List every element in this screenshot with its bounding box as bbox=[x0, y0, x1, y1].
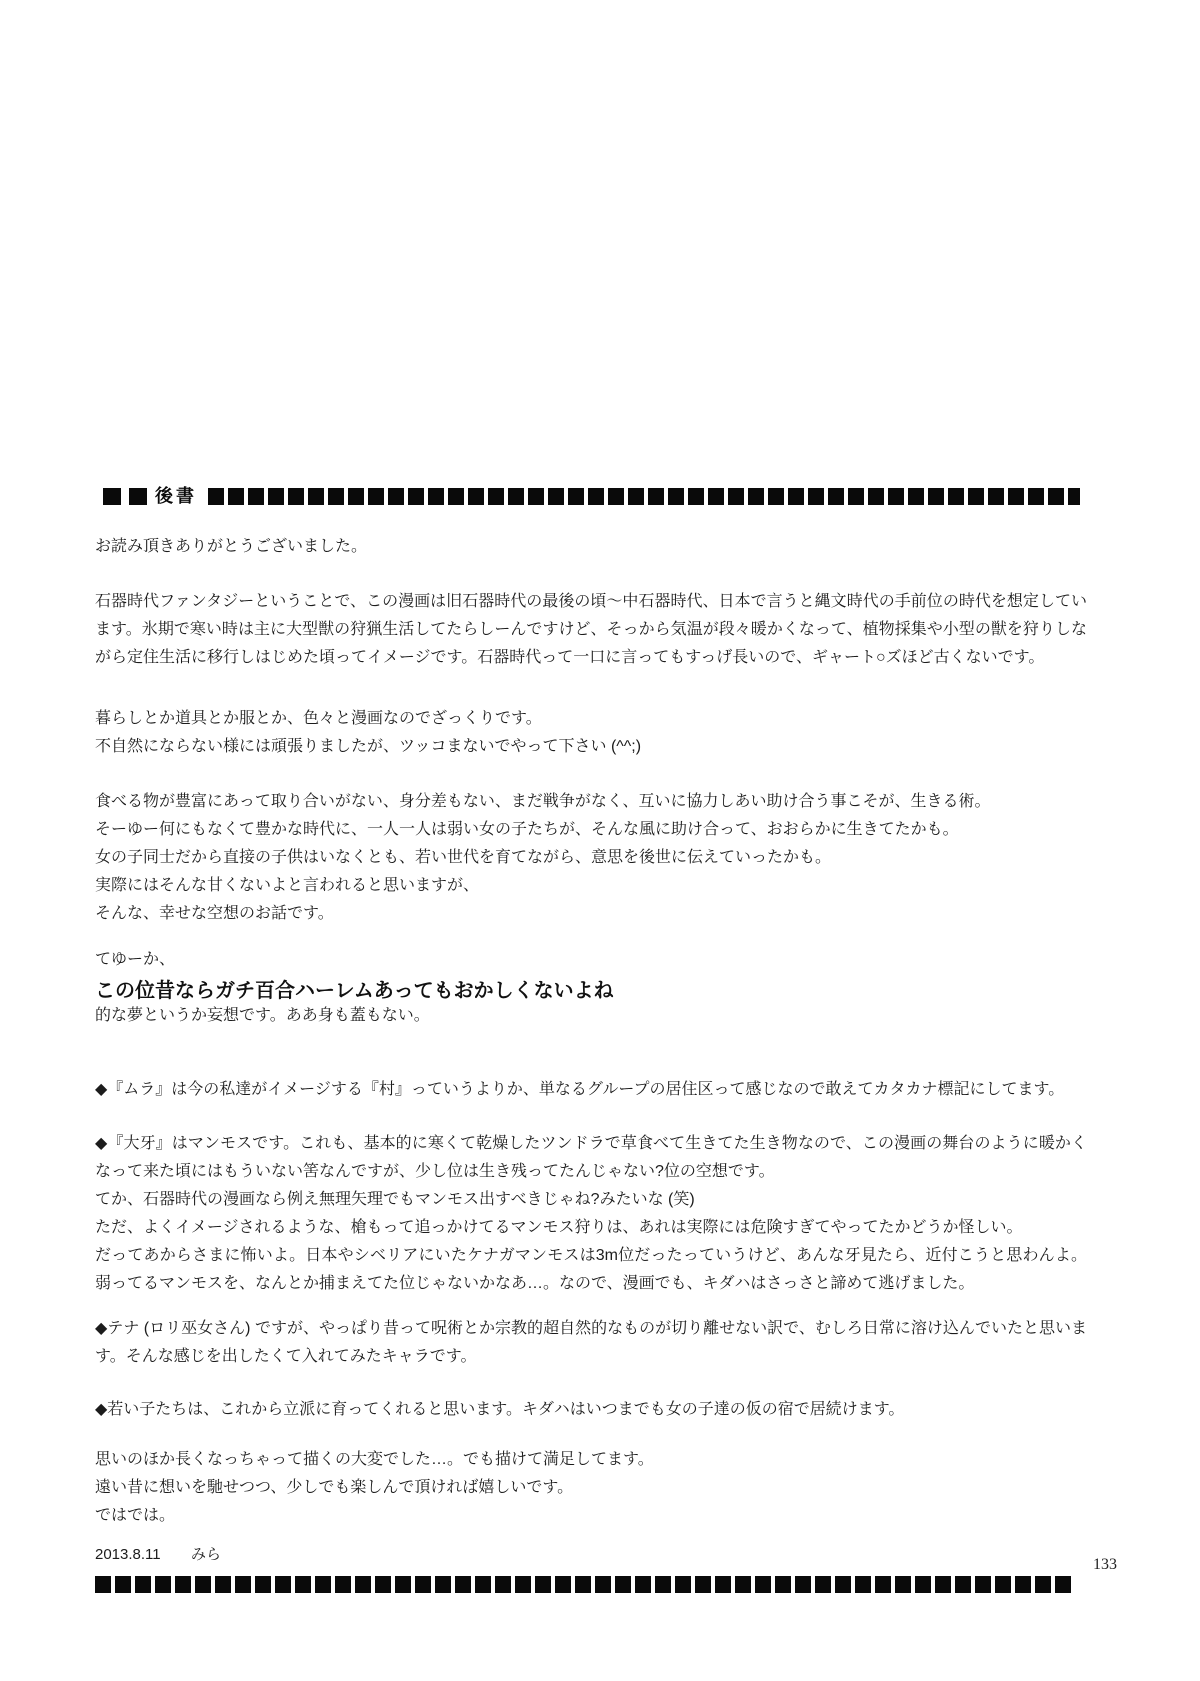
peace-line: 実際にはそんな甘くないよと言われると思いますが、 bbox=[95, 877, 480, 894]
rough-line: 不自然にならない様には頑張りましたが、ツッコまないでやって下さい (^^;) bbox=[95, 738, 642, 755]
note-taiga-line: てか、石器時代の漫画なら例え無理矢理でもマンモス出すべきじゃね?みたいな (笑) bbox=[95, 1191, 695, 1208]
page-number: 133 bbox=[1093, 1556, 1117, 1573]
peace-line: そーゆー何にもなくて豊かな時代に、一人一人は弱い女の子たちが、そんな風に助け合って、おおらかに生きてたかも。 bbox=[95, 821, 959, 838]
thanks-line: お読み頂きありがとうございました。 bbox=[95, 538, 368, 555]
peace-line: そんな、幸せな空想のお話です。 bbox=[95, 905, 334, 922]
closing-line: 思いのほか長くなっちゃって描くの大変でした…。でも描けて満足してます。 bbox=[95, 1451, 654, 1468]
peace-line: 女の子同士だから直接の子供はいなくとも、若い世代を育てながら、意思を後世に伝えていったかも。 bbox=[95, 849, 832, 866]
footer-square-bar bbox=[95, 1576, 1075, 1593]
rough-line: 暮らしとか道具とか服とか、色々と漫画なのでざっくりです。 bbox=[95, 710, 542, 727]
teyuka-line: てゆーか、 bbox=[95, 951, 176, 968]
note-taiga bbox=[95, 1130, 1087, 1298]
note-mura: ◆『ムラ』は今の私達がイメージする『村』っていうよりか、単なるグループの居住区って感じなので敢えてカタカナ標記にしてます。 bbox=[95, 1081, 1065, 1098]
header-lead-square-icon bbox=[103, 488, 121, 505]
setting-paragraph: 石器時代ファンタジーということで、この漫画は旧石器時代の最後の頃～中石器時代、日本で言うと縄文時代の手前位の時代を想定しています。氷期で寒い時は主に大型獣の狩猟生活してたらしーんですけど、そっから気温が段々暖かくなって、植物採集や小型の獣を狩りしながら定住生活に移行しはじめた頃ってイメージです。石器時代って一口に言ってもすっげ長いので、ギャート○ズほど古くないです。 bbox=[95, 593, 1087, 666]
author-name: みら bbox=[190, 1546, 221, 1563]
note-tena: ◆テナ (ロリ巫女さん) ですが、やっぱり昔って呪術とか宗教的超自然的なものが切り離せない訳で、むしろ日常に溶け込んでいたと思います。そんな感じを出したくて入れてみたキャラです。 bbox=[95, 1320, 1087, 1365]
date-text: 2013.8.11 bbox=[95, 1546, 161, 1563]
section-title: 後書 bbox=[155, 486, 197, 506]
note-taiga-line: ただ、よくイメージされるような、槍もって追っかけてるマンモス狩りは、あれは実際には危険すぎてやってたかどうか怪しい。 bbox=[95, 1219, 1023, 1236]
note-taiga-outro: だってあからさまに怖いよ。日本やシベリアにいたケナガマンモスは3m位だったっていうけど、あんな牙見たら、近付こうと思わんよ。弱ってるマンモスを、なんとか捕まえてた位じゃないかなあ…。なので、漫画でも、キダハはさっさと諦めて逃げました。 bbox=[95, 1247, 1087, 1292]
rough-paragraph bbox=[95, 705, 641, 761]
header-lead-square-icon bbox=[129, 488, 147, 505]
headline-followup: 的な夢というか妄想です。ああ身も蓋もない。 bbox=[95, 1007, 430, 1024]
section-header bbox=[103, 488, 1083, 505]
yuri-harem-headline: この位昔ならガチ百合ハーレムあってもおかしくないよね bbox=[95, 980, 614, 1002]
peace-paragraph bbox=[95, 788, 991, 928]
note-taiga-intro: ◆『大牙』はマンモスです。これも、基本的に寒くて乾燥したツンドラで草食べて生きてた生き物なので、この漫画の舞台のように暖かくなって来た頃にはもういない筈なんですが、少し位は生き残ってたんじゃない?位の空想です。 bbox=[95, 1135, 1087, 1180]
header-square-bar bbox=[208, 488, 1080, 505]
peace-line: 食べる物が豊富にあって取り合いがない、身分差もない、まだ戦争がなく、互いに協力しあい助け合う事こそが、生きる術。 bbox=[95, 793, 991, 810]
closing-line: ではでは。 bbox=[95, 1507, 176, 1524]
closing-paragraph bbox=[95, 1446, 654, 1530]
note-young: ◆若い子たちは、これから立派に育ってくれると思います。キダハはいつまでも女の子達の仮の宿で居続けます。 bbox=[95, 1401, 905, 1418]
date-author-line bbox=[95, 1543, 221, 1564]
closing-line: 遠い昔に想いを馳せつつ、少しでも楽しんで頂ければ嬉しいです。 bbox=[95, 1479, 574, 1496]
